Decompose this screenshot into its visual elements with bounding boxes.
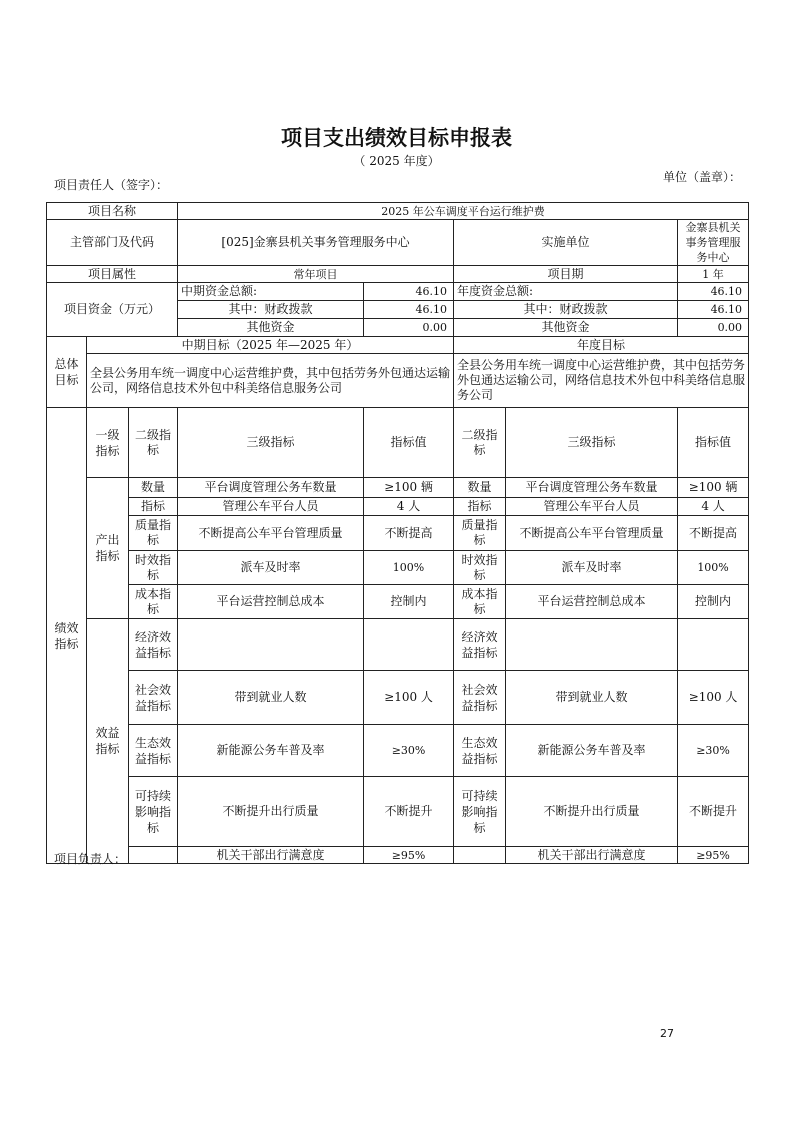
value-cell: 控制内: [364, 585, 454, 619]
l2-cell: 社会效益指标: [129, 671, 178, 725]
value-cell: ≥30%: [364, 725, 454, 777]
col-level2-header: 二级指标: [129, 408, 178, 478]
l2-cell-right: 数量: [454, 478, 506, 498]
value-cell-right: 100%: [678, 551, 749, 585]
project-attr-value: 常年项目: [178, 266, 454, 283]
value-cell: 不断提高: [364, 516, 454, 551]
value-cell-right: ≥100 辆: [678, 478, 749, 498]
l3-cell: 不断提升出行质量: [178, 777, 364, 847]
col-level3-header: 三级指标: [178, 408, 364, 478]
l2-cell-right: 时效指标: [454, 551, 506, 585]
l3-cell-right: 机关干部出行满意度: [506, 847, 678, 864]
l3-cell-right: 派车及时率: [506, 551, 678, 585]
year-total-value: 46.10: [678, 283, 749, 301]
mid-total-label: 中期资金总额:: [178, 283, 364, 301]
value-cell: 不断提升: [364, 777, 454, 847]
project-period-value: 1 年: [678, 266, 749, 283]
l3-cell-right: 平台调度管理公务车数量: [506, 478, 678, 498]
l3-cell: 管理公车平台人员: [178, 498, 364, 516]
l2-cell-right: [454, 847, 506, 864]
mid-fiscal-label: 其中：财政拨款: [178, 301, 364, 319]
l3-cell-right: 带到就业人数: [506, 671, 678, 725]
value-cell-right: ≥100 人: [678, 671, 749, 725]
mid-other-value: 0.00: [364, 319, 454, 337]
mid-total-value: 46.10: [364, 283, 454, 301]
l3-cell: 新能源公务车普及率: [178, 725, 364, 777]
project-name-value: 2025 年公车调度平台运行维护费: [178, 203, 749, 220]
unit-seal-label: 单位（盖章）：: [662, 170, 741, 184]
l2-cell-right: 成本指标: [454, 585, 506, 619]
project-leader-label: 项目负责人：: [54, 852, 127, 866]
benefit-indicator-label: 效益指标: [87, 619, 129, 864]
value-cell-right: 控制内: [678, 585, 749, 619]
value-cell: ≥100 辆: [364, 478, 454, 498]
value-cell: ≥100 人: [364, 671, 454, 725]
l3-cell-right: [506, 619, 678, 671]
year-fiscal-label: 其中：财政拨款: [454, 301, 678, 319]
l3-cell: 不断提高公车平台管理质量: [178, 516, 364, 551]
mid-goal-text: 全县公务用车统一调度中心运营维护费，其中包括劳务外包通达运输公司，网络信息技术外包中科美络信息服务公司: [87, 354, 454, 408]
l2-cell: 经济效益指标: [129, 619, 178, 671]
value-cell-right: 4 人: [678, 498, 749, 516]
year-goal-text: 全县公务用车统一调度中心运营维护费，其中包括劳务外包通达运输公司，网络信息技术外包中科美络信息服务公司: [454, 354, 749, 408]
value-cell-right: ≥30%: [678, 725, 749, 777]
value-cell: 4 人: [364, 498, 454, 516]
l3-cell: 带到就业人数: [178, 671, 364, 725]
l3-cell-right: 平台运营控制总成本: [506, 585, 678, 619]
year-subtitle: （ 2025 年度）: [353, 154, 440, 168]
mid-fiscal-value: 46.10: [364, 301, 454, 319]
l2-cell-right: 可持续影响指标: [454, 777, 506, 847]
impl-unit-value: 金寨县机关事务管理服务中心: [678, 220, 749, 266]
project-name-label: 项目名称: [47, 203, 178, 220]
col-level2-header-right: 二级指标: [454, 408, 506, 478]
l2-cell-right: 生态效益指标: [454, 725, 506, 777]
l3-cell-right: 不断提高公车平台管理质量: [506, 516, 678, 551]
year-goal-header: 年度目标: [454, 337, 749, 354]
col-value-header-right: 指标值: [678, 408, 749, 478]
dept-value: [025]金寨县机关事务管理服务中心: [178, 220, 454, 266]
value-cell-right: 不断提升: [678, 777, 749, 847]
col-value-header: 指标值: [364, 408, 454, 478]
l2-cell: 质量指标: [129, 516, 178, 551]
output-indicator-label: 产出指标: [87, 478, 129, 619]
responsible-sign-label: 项目责任人（签字）：: [54, 178, 169, 192]
mid-other-label: 其他资金: [178, 319, 364, 337]
col-level1-header: 一级指标: [87, 408, 129, 478]
performance-target-table: [46, 202, 749, 864]
l2-cell: 时效指标: [129, 551, 178, 585]
year-fiscal-value: 46.10: [678, 301, 749, 319]
value-cell-right: ≥95%: [678, 847, 749, 864]
l3-cell-right: 不断提升出行质量: [506, 777, 678, 847]
l3-cell-right: 新能源公务车普及率: [506, 725, 678, 777]
project-attr-label: 项目属性: [47, 266, 178, 283]
year-other-label: 其他资金: [454, 319, 678, 337]
l2-cell-right: 指标: [454, 498, 506, 516]
l3-cell: 平台调度管理公务车数量: [178, 478, 364, 498]
l3-cell: 平台运营控制总成本: [178, 585, 364, 619]
value-cell: 100%: [364, 551, 454, 585]
overall-goal-label: 总体目标: [47, 337, 87, 408]
l3-cell: 派车及时率: [178, 551, 364, 585]
value-cell: ≥95%: [364, 847, 454, 864]
mid-goal-header: 中期目标（2025 年—2025 年）: [87, 337, 454, 354]
dept-label: 主管部门及代码: [47, 220, 178, 266]
funds-label: 项目资金（万元）: [47, 283, 178, 337]
l2-cell: 数量: [129, 478, 178, 498]
l3-cell-right: 管理公车平台人员: [506, 498, 678, 516]
l3-cell: [178, 619, 364, 671]
l2-cell-right: 社会效益指标: [454, 671, 506, 725]
value-cell-right: [678, 619, 749, 671]
l3-cell: 机关干部出行满意度: [178, 847, 364, 864]
l2-cell: [129, 847, 178, 864]
value-cell-right: 不断提高: [678, 516, 749, 551]
year-other-value: 0.00: [678, 319, 749, 337]
l2-cell: 可持续影响指标: [129, 777, 178, 847]
l2-cell: 成本指标: [129, 585, 178, 619]
page-number: 27: [660, 1027, 674, 1040]
l2-cell: 生态效益指标: [129, 725, 178, 777]
project-period-label: 项目期: [454, 266, 678, 283]
indicator-group-label: 绩效指标: [47, 408, 87, 864]
l2-cell: 指标: [129, 498, 178, 516]
year-total-label: 年度资金总额:: [454, 283, 678, 301]
l2-cell-right: 质量指标: [454, 516, 506, 551]
value-cell: [364, 619, 454, 671]
l2-cell-right: 经济效益指标: [454, 619, 506, 671]
impl-unit-label: 实施单位: [454, 220, 678, 266]
page-title: 项目支出绩效目标申报表: [281, 126, 512, 150]
col-level3-header-right: 三级指标: [506, 408, 678, 478]
